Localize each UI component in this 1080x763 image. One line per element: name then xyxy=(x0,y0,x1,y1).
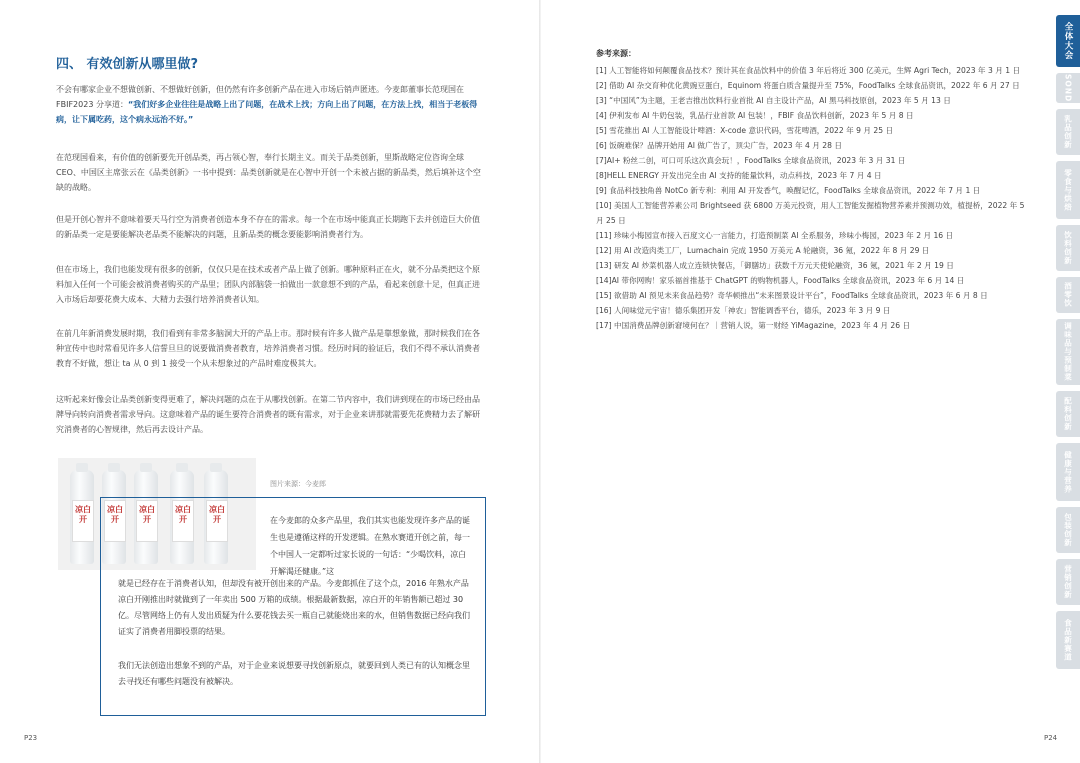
side-tab[interactable] xyxy=(1056,507,1080,553)
side-tab[interactable] xyxy=(1056,15,1080,67)
paragraph-5: 在前几年新消费发展时期，我们看到有非常多脑洞大开的产品上市。那时候有许多人做产品是靠想象做，那时候我们在各种宣传中也时常看见许多人信誓旦旦的说要做消费者教育，培养消费者习惯。经历时间的验证后，我们不得不承认消费者教育不好做，想让 ta 从 0 到 1 接受一个从未想象过的产品时难度极其大。 xyxy=(56,329,480,368)
paragraph-1-text: 不会有哪家企业不想做创新、不想做好创新，但仍然有许多创新产品在进入市场后销声匿迹。今麦郎董事长范现国在 FBIF2023 分享道： xyxy=(56,85,464,109)
reference-item: [3] “中国风”为主题，王老吉推出饮料行业首批 AI 自主设计产品，AI 黑马科技原创，2023 年 5 月 13 日 xyxy=(596,96,951,105)
side-tab[interactable] xyxy=(1056,161,1080,219)
side-tab-label: SOND xyxy=(1063,73,1073,103)
bottle-label: 凉白开 xyxy=(107,505,123,524)
side-tab[interactable] xyxy=(1056,277,1080,313)
bottle-label: 凉白开 xyxy=(209,505,225,524)
side-tab-label: 零食与烘焙 xyxy=(1063,168,1073,212)
reference-item: [16] 人间味觉元宇宙！德乐集团开发「神农」智能调香平台，德乐，2023 年 3 月 9 日 xyxy=(596,306,891,315)
bottle-image xyxy=(70,470,94,564)
case-study-text-b: 就是已经存在于消费者认知，但却没有被开创出来的产品。今麦郎抓住了这个点，2016 年熟水产品凉白开刚推出时就做到了一年卖出 500 万箱的成绩。根据最新数据，凉白开的年销售额已超过 30 亿。尽管网络上仍有人发出质疑为什么要花钱去买一瓶自己就能烧出来的水，但销售数据已经向我们证实了消费者用脚投票的结果。 xyxy=(118,579,470,636)
reference-item: [11] 珍味小梅园宣布接入百度文心一言能力，打造预制菜 AI 全系服务，珍味小梅园，2023 年 2 月 16 日 xyxy=(596,231,954,240)
reference-item: [17] 中国消费品牌创新窘境何在？｜营销人说，第一财经 YiMagazine，2023 年 4 月 26 日 xyxy=(596,321,911,330)
bottle-label: 凉白开 xyxy=(175,505,191,524)
side-tab-label: 食品新赛道 xyxy=(1063,618,1073,662)
paragraph-6: 这听起来好像会让品类创新变得更难了，解决问题的点在于从哪找创新。在第二节内容中，我们讲到现在的市场已经由品牌导向转向消费者需求导向。这意味着产品的诞生要符合消费者的既有需求，对于企业来讲那就需要先花费精力去了解研究消费者的心智规律，然后再去设计产品。 xyxy=(56,395,480,434)
reference-item: [6] 饭碗难保？品牌开始用 AI 做广告了，顶尖广告，2023 年 4 月 28 日 xyxy=(596,141,842,150)
bottle-label: 凉白开 xyxy=(139,505,155,524)
side-tab[interactable] xyxy=(1056,391,1080,437)
reference-item: [14]AI 带你网购！家乐福首推基于 ChatGPT 的购物机器人，FoodTalks 全球食品资讯，2023 年 6 月 14 日 xyxy=(596,276,965,285)
case-study-text-a: 在今麦郎的众多产品里，我们其实也能发现许多产品的诞生也是遵循这样的开发逻辑。在熟水赛道开创之前，每一个中国人一定都听过家长说的一句话：“少喝饮料，凉白开解渴还健康。”这 xyxy=(270,516,470,576)
reference-item: [9] 食品科技独角兽 NotCo 新专利：利用 AI 开发香气，唤醒记忆，FoodTalks 全球食品资讯，2022 年 7 月 1 日 xyxy=(596,186,981,195)
side-tab[interactable] xyxy=(1056,109,1080,155)
reference-item: [12] 用 AI 改造肉类工厂，Lumachain 完成 1950 万美元 A 轮融资，36 氪，2022 年 8 月 29 日 xyxy=(596,246,930,255)
paragraph-4: 但在市场上，我们也能发现有很多的创新，仅仅只是在技术或者产品上做了创新。哪种原料正在火，就不分品类把这个原料加入任何一个可能会被消费者购买的产品里；团队内部脑袋一拍做出一款意想不到的产品，看起来创意十足，但真正进入市场后却要花费大成本、大精力去强行培养消费者认知。 xyxy=(56,265,480,304)
paragraph-3: 但是开创心智并不意味着要天马行空为消费者创造本身不存在的需求。每一个在市场中能真正长期跑下去并创造巨大价值的新品类一定是要能解决老品类不能解决的问题，且新品类的概念要能影响消费者行为。 xyxy=(56,215,480,239)
page-spine xyxy=(539,0,541,763)
side-tab-label: 乳品创新 xyxy=(1063,115,1073,149)
side-tab-label: 包装创新 xyxy=(1063,513,1073,547)
reference-item: [5] 雪花推出 AI 人工智能设计啤酒：X-code 意识代码，雪花啤酒，2022 年 9 月 25 日 xyxy=(596,126,894,135)
reference-item: [4] 伊利发布 AI 牛奶包装，乳品行业首款 AI 包装！，FBIF 食品饮料创新，2023 年 5 月 8 日 xyxy=(596,111,914,120)
side-tab-label: 营销创新 xyxy=(1063,565,1073,599)
side-tab-label: 配料创新 xyxy=(1063,397,1073,431)
side-tab[interactable] xyxy=(1056,319,1080,385)
side-tab[interactable] xyxy=(1056,611,1080,669)
paragraph-2: 在范现国看来，有价值的创新要先开创品类，再占领心智，奉行长期主义。而关于品类创新，里斯战略定位咨询全球 CEO、中国区主席张云在《品类创新》一书中提到：品类创新就是在心智中开创一个未被占据的新品类，然后填补这个空缺的战略。 xyxy=(56,153,481,192)
reference-item: [10] 美国人工智能营养素公司 Brightseed 获 6800 万美元投资，用人工智能发掘植物营养素并预测功效，植提桥，2022 年 5 月 25 日 xyxy=(596,201,1025,225)
reference-item: [2] 借助 AI 杂交育种优化黄豌豆蛋白，Equinom 将蛋白质含量提升至 75%，FoodTalks 全球食品资讯，2022 年 6 月 27 日 xyxy=(596,81,1020,90)
references-title: 参考来源： xyxy=(596,49,636,58)
side-tab-label: 调味品与预制菜 xyxy=(1063,322,1073,382)
side-tab[interactable] xyxy=(1056,443,1080,501)
side-tab-label: 健康与营养 xyxy=(1063,450,1073,494)
paragraph-1-quote: “我们好多企业往往是战略上出了问题，在战术上找；方向上出了问题，在方法上找，相当于老板得病，让下属吃药，这个病永远治不好。” xyxy=(56,100,478,124)
reference-item: [13] 研发 AI 炒菜机器人成立连锁快餐店，「御膳坊」获数千万元天使轮融资，36 氪，2021 年 2 月 19 日 xyxy=(596,261,954,270)
reference-item: [15] 欲借助 AI 预见未来食品趋势？奇华顿推出“未来图景设计平台”，FoodTalks 全球食品资讯，2023 年 6 月 8 日 xyxy=(596,291,988,300)
side-tab-label: 全体大会 xyxy=(1063,22,1073,60)
side-tabs xyxy=(1056,15,1080,675)
side-tab[interactable] xyxy=(1056,559,1080,605)
page-number-left: P23 xyxy=(24,734,38,742)
references-list xyxy=(596,63,1028,333)
case-study-text-c: 我们无法创造出想象不到的产品，对于企业来说想要寻找创新原点，就要回到人类已有的认知概念里去寻找还有哪些问题没有被解决。 xyxy=(118,661,470,686)
side-tab[interactable] xyxy=(1056,73,1080,103)
side-tab[interactable] xyxy=(1056,225,1080,271)
section-heading: 四、 有效创新从哪里做? xyxy=(56,57,199,72)
paragraph-1 xyxy=(56,82,486,127)
image-caption: 图片来源：今麦郎 xyxy=(270,480,326,488)
reference-item: [1] 人工智能将如何颠覆食品技术？预计其在食品饮料中的价值 3 年后将近 300 亿美元，生辉 Agri Tech，2023 年 3 月 1 日 xyxy=(596,66,1021,75)
reference-item: [7]AI+ 粉丝二创，可口可乐这次真会玩！，FoodTalks 全球食品资讯，2023 年 3 月 31 日 xyxy=(596,156,906,165)
side-tab-label: 饮料创新 xyxy=(1063,231,1073,265)
reference-item: [8]HELL ENERGY 开发出完全由 AI 支持的能量饮料，动点科技，2023 年 7 月 4 日 xyxy=(596,171,882,180)
page-number-right: P24 xyxy=(1044,734,1058,742)
bottle-label: 凉白开 xyxy=(75,505,91,524)
side-tab-label: 酒零饮 xyxy=(1063,282,1073,308)
